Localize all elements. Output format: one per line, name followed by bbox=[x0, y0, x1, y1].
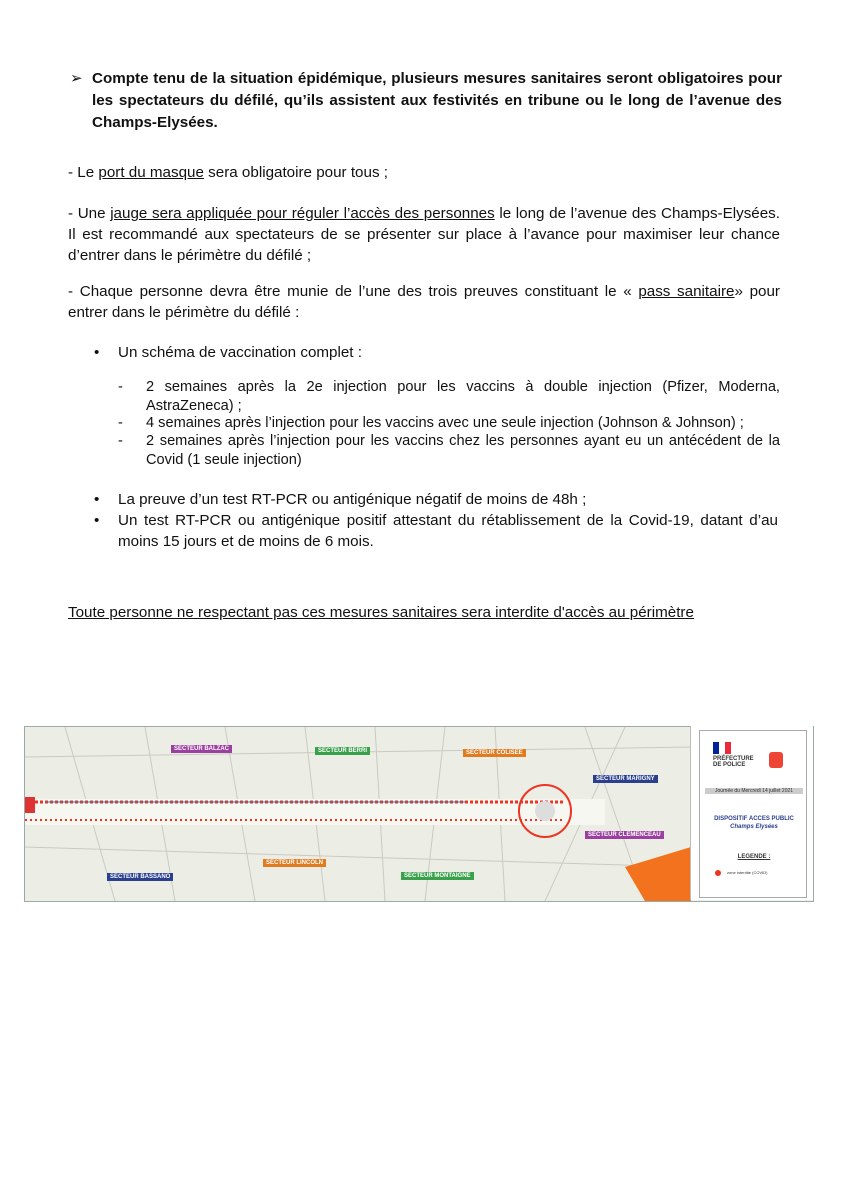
bullet-test-positive-text: Un test RT-PCR ou antigénique positif attestant du rétablissement de la Covid-19, datant d’au moins 15 jours et de moins de 6 mois. bbox=[118, 512, 778, 550]
police-badge-icon bbox=[769, 752, 783, 768]
forbidden-zone-icon bbox=[715, 870, 721, 876]
sector-label: SECTEUR MARIGNY bbox=[593, 775, 658, 783]
bullet-icon: • bbox=[94, 344, 100, 361]
dash-icon: - bbox=[118, 379, 123, 395]
legend-item: zone interdite (COVID) bbox=[727, 870, 768, 875]
vaccination-item bbox=[118, 414, 780, 433]
sector-label: SECTEUR CLEMENCEAU bbox=[585, 831, 664, 839]
bullet-vaccination-text: Un schéma de vaccination complet : bbox=[118, 344, 362, 361]
bullet-vaccination bbox=[94, 342, 778, 363]
mask-paragraph bbox=[68, 162, 780, 183]
sector-label: SECTEUR COLISEE bbox=[463, 749, 526, 757]
mask-prefix: - Le bbox=[68, 164, 99, 181]
dash-icon: - bbox=[118, 433, 123, 449]
gauge-suffix: le long de l’avenue des Champs-Elysées. Il est recommandé aux spectateurs de se présenter sur place à l’avance pour maximiser leur chance d’entrer dans le périmètre du défilé ; bbox=[68, 205, 780, 264]
dash-icon: - bbox=[118, 415, 123, 431]
intro-text: Compte tenu de la situation épidémique, plusieurs mesures sanitaires seront obligatoires pour les spectateurs du défilé, qu’ils assistent aux festivités en tribune ou le long de l’avenue des Champs-Elysées. bbox=[92, 70, 782, 131]
mask-suffix: sera obligatoire pour tous ; bbox=[203, 164, 388, 181]
pass-suffix: » pour entrer dans le périmètre du défilé : bbox=[68, 283, 780, 321]
vaccination-item bbox=[118, 378, 780, 416]
pass-underlined: pass sanitaire bbox=[638, 283, 735, 300]
sector-label: SECTEUR BERRI bbox=[315, 747, 370, 755]
map-place: Champs Elysées bbox=[730, 824, 778, 830]
gauge-underlined: jauge sera appliquée pour réguler l’accès des personnes bbox=[110, 205, 495, 222]
bullet-icon: • bbox=[94, 491, 100, 508]
vaccination-item bbox=[118, 432, 780, 470]
map-legend-panel bbox=[690, 726, 813, 900]
vaccination-item-text: 4 semaines après l’injection pour les vaccins avec une seule injection (Johnson & Johnson) ; bbox=[146, 415, 744, 431]
marianne-logo-icon bbox=[713, 742, 731, 754]
vaccination-item-text: 2 semaines après la 2e injection pour les vaccins à double injection (Pfizer, Moderna, AstraZeneca) ; bbox=[146, 379, 780, 414]
sector-label: SECTEUR BALZAC bbox=[171, 745, 232, 753]
bullet-test-negative bbox=[94, 489, 778, 510]
bullet-test-negative-text: La preuve d’un test RT-PCR ou antigénique négatif de moins de 48h ; bbox=[118, 491, 587, 508]
sector-label: SECTEUR BASSANO bbox=[107, 873, 173, 881]
bullet-icon: • bbox=[94, 512, 100, 529]
pass-prefix: - Chaque personne devra être munie de l’une des trois preuves constituant le « bbox=[68, 283, 639, 300]
mask-underlined: port du masque bbox=[98, 164, 204, 181]
sector-label: SECTEUR LINCOLN bbox=[263, 859, 326, 867]
legend-title: LEGENDE : bbox=[737, 854, 771, 860]
map-date: Journée du Mercredi 14 juillet 2021 bbox=[705, 788, 803, 794]
gauge-prefix: - Une bbox=[68, 205, 111, 222]
pass-paragraph bbox=[68, 281, 780, 323]
vaccination-item-text: 2 semaines après l’injection pour les vaccins chez les personnes ayant eu un antécédent de la Covid (1 seule injection) bbox=[146, 433, 780, 468]
map-dispositif: DISPOSITIF ACCES PUBLIC bbox=[714, 816, 794, 822]
bullet-test-positive bbox=[94, 510, 778, 552]
prefecture-label: PRÉFECTURE DE POLICE bbox=[713, 756, 754, 768]
sector-label: SECTEUR MONTAIGNE bbox=[401, 872, 474, 880]
intro-paragraph bbox=[70, 68, 782, 134]
arrow-bullet-icon: ➢ bbox=[70, 70, 83, 87]
gauge-paragraph bbox=[68, 203, 780, 266]
warning-text: Toute personne ne respectant pas ces mesures sanitaires sera interdite d'accès au périmètre bbox=[68, 604, 694, 621]
